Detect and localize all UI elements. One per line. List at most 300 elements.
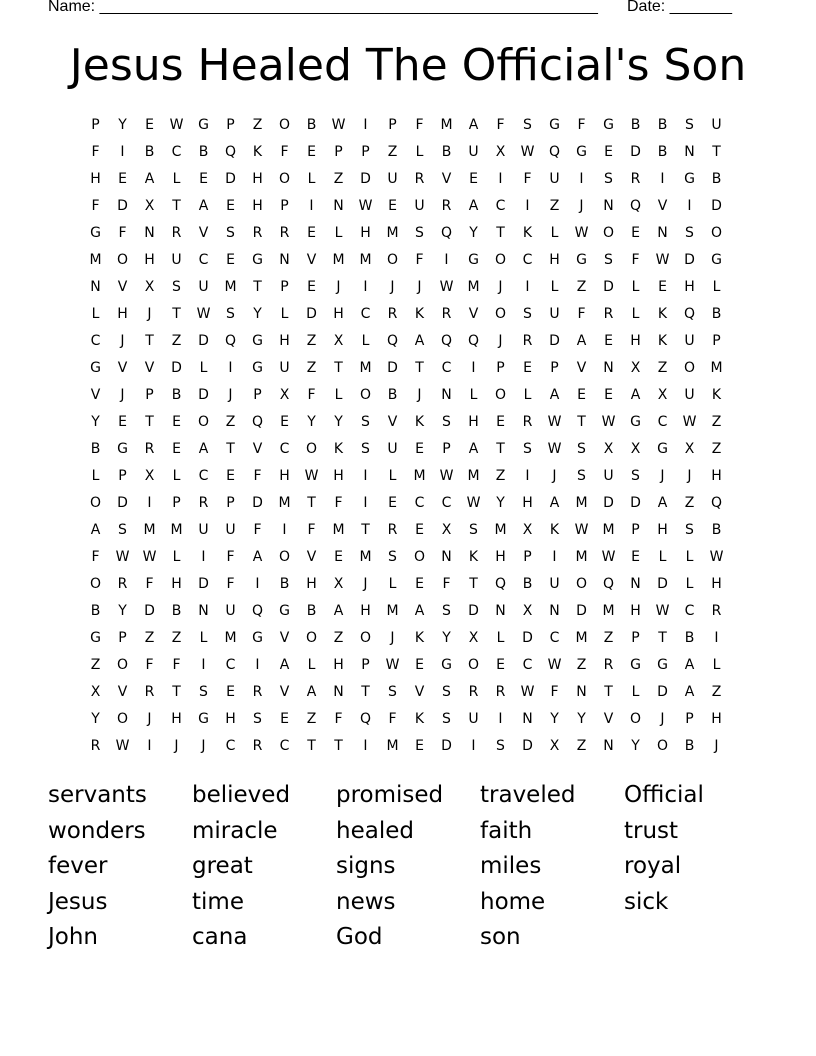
grid-letter: W [439, 279, 454, 295]
grid-letter: D [387, 360, 398, 376]
grid-letter: V [306, 252, 317, 268]
grid-letter: L [91, 306, 100, 322]
grid-letter: E [415, 441, 424, 457]
grid-letter: X [333, 576, 344, 592]
grid-letter: N [90, 279, 101, 295]
word-list-item: servants [48, 782, 147, 808]
grid-letter: S [442, 414, 451, 430]
grid-letter: N [279, 252, 290, 268]
grid-letter: U [711, 117, 722, 133]
grid-letter: H [684, 279, 695, 295]
grid-letter: R [414, 171, 425, 187]
grid-letter: M [386, 603, 399, 619]
word-list-item: healed [336, 817, 414, 844]
grid-letter: S [199, 684, 208, 700]
grid-letter: F [226, 576, 235, 592]
grid-letter: Z [306, 333, 317, 349]
grid-letter: O [602, 225, 615, 241]
grid-letter: U [468, 144, 479, 160]
grid-letter: A [468, 441, 479, 457]
grid-letter: L [172, 549, 181, 565]
grid-letter: R [441, 306, 452, 322]
grid-letter: M [359, 252, 372, 268]
grid-letter: W [520, 144, 535, 160]
grid-letter: V [252, 441, 263, 457]
grid-letter: J [660, 711, 665, 727]
grid-letter: Z [549, 198, 560, 214]
grid-letter: R [387, 306, 398, 322]
word-list-item: promised [336, 782, 444, 808]
grid-letter: K [414, 306, 425, 322]
grid-letter: I [201, 549, 206, 565]
grid-letter: I [444, 252, 449, 268]
grid-letter: J [120, 387, 125, 403]
page-title: Jesus Healed The Official's Son [69, 40, 747, 91]
grid-letter: S [442, 603, 451, 619]
grid-letter: V [603, 711, 614, 727]
grid-letter: A [468, 198, 479, 214]
grid-letter: P [172, 495, 181, 511]
grid-letter: L [334, 387, 343, 403]
grid-letter: B [711, 522, 722, 538]
grid-letter: W [142, 549, 157, 565]
grid-letter: E [415, 576, 424, 592]
grid-letter: N [333, 198, 344, 214]
grid-letter: S [685, 117, 694, 133]
grid-letter: P [523, 549, 532, 565]
grid-letter: P [145, 387, 154, 403]
grid-letter: A [468, 117, 479, 133]
grid-letter: C [279, 738, 290, 754]
grid-letter: B [144, 144, 155, 160]
grid-letter: E [658, 279, 667, 295]
grid-letter: I [363, 117, 368, 133]
grid-letter: M [467, 279, 480, 295]
grid-letter: I [552, 549, 557, 565]
grid-letter: M [710, 360, 723, 376]
grid-letter: I [147, 495, 152, 511]
grid-letter: U [387, 441, 398, 457]
grid-letter: Z [576, 657, 587, 673]
grid-letter: X [522, 603, 533, 619]
grid-letter: T [658, 630, 667, 646]
grid-letter: G [603, 117, 614, 133]
grid-letter: O [278, 549, 291, 565]
grid-letter: J [336, 279, 341, 295]
grid-letter: Z [684, 495, 695, 511]
grid-letter: A [549, 387, 560, 403]
word-list-item: miles [480, 853, 542, 879]
grid-letter: Q [629, 198, 642, 214]
grid-letter: O [278, 117, 291, 133]
grid-letter: W [547, 414, 562, 430]
grid-letter: R [144, 684, 155, 700]
grid-letter: M [224, 279, 237, 295]
grid-letter: Q [548, 144, 561, 160]
grid-letter: H [360, 603, 371, 619]
grid-letter: N [198, 603, 209, 619]
grid-letter: I [498, 711, 503, 727]
grid-letter: E [577, 387, 586, 403]
grid-letter: O [116, 711, 129, 727]
grid-letter: D [225, 171, 236, 187]
grid-letter: F [253, 522, 262, 538]
grid-letter: E [604, 387, 613, 403]
grid-letter: F [550, 684, 559, 700]
grid-letter: Z [576, 279, 587, 295]
grid-letter: U [549, 171, 560, 187]
grid-letter: Y [118, 603, 127, 619]
grid-letter: D [198, 333, 209, 349]
grid-letter: I [363, 738, 368, 754]
grid-letter: E [631, 549, 640, 565]
grid-letter: W [439, 468, 454, 484]
grid-letter: M [575, 549, 588, 565]
grid-letter: G [279, 603, 290, 619]
grid-letter: W [655, 603, 670, 619]
grid-letter: R [171, 225, 182, 241]
grid-letter: Y [442, 630, 451, 646]
grid-letter: J [417, 279, 422, 295]
grid-letter: U [684, 333, 695, 349]
word-list-item: time [192, 888, 244, 915]
grid-letter: O [413, 549, 426, 565]
grid-letter: G [576, 144, 587, 160]
grid-letter: D [630, 495, 641, 511]
grid-letter: W [709, 549, 724, 565]
grid-letter: E [199, 171, 208, 187]
grid-letter: A [90, 522, 101, 538]
word-list-item: believed [192, 782, 291, 808]
grid-letter: M [467, 468, 480, 484]
grid-letter: J [552, 468, 557, 484]
grid-letter: G [549, 117, 560, 133]
grid-letter: B [171, 603, 182, 619]
grid-letter: Q [224, 144, 237, 160]
grid-letter: T [496, 441, 505, 457]
grid-letter: O [89, 495, 102, 511]
grid-letter: B [657, 144, 668, 160]
grid-letter: L [91, 468, 100, 484]
word-list-item: Jesus [48, 888, 108, 915]
word-list-item: fever [48, 853, 108, 879]
grid-letter: L [361, 333, 370, 349]
grid-letter: I [471, 360, 476, 376]
grid-letter: V [117, 279, 128, 295]
grid-letter: A [414, 603, 425, 619]
word-list-item: God [336, 924, 383, 950]
grid-letter: S [631, 468, 640, 484]
grid-letter: Q [251, 414, 264, 430]
grid-letter: Y [334, 414, 343, 430]
grid-letter: I [282, 522, 287, 538]
grid-letter: B [90, 603, 101, 619]
grid-letter: Q [359, 711, 372, 727]
grid-letter: I [525, 198, 530, 214]
grid-letter: V [441, 171, 452, 187]
grid-letter: L [307, 171, 316, 187]
grid-letter: P [496, 360, 505, 376]
grid-letter: T [334, 360, 343, 376]
grid-letter: F [523, 171, 532, 187]
grid-letter: V [279, 630, 290, 646]
grid-letter: V [90, 387, 101, 403]
grid-letter: T [415, 360, 424, 376]
grid-letter: W [601, 549, 616, 565]
grid-letter: L [550, 225, 559, 241]
grid-letter: D [657, 576, 668, 592]
grid-letter: I [363, 468, 368, 484]
grid-letter: O [359, 630, 372, 646]
grid-letter: E [334, 549, 343, 565]
grid-letter: C [522, 252, 533, 268]
grid-letter: J [687, 468, 692, 484]
grid-letter: L [631, 306, 640, 322]
grid-letter: F [91, 144, 100, 160]
grid-letter: L [658, 549, 667, 565]
grid-letter: R [495, 684, 506, 700]
grid-letter: D [522, 630, 533, 646]
grid-letter: P [334, 144, 343, 160]
grid-letter: N [522, 711, 533, 727]
grid-letter: E [307, 225, 316, 241]
grid-letter: O [116, 252, 129, 268]
grid-letter: F [415, 117, 424, 133]
grid-letter: B [306, 603, 317, 619]
grid-letter: J [120, 333, 125, 349]
grid-letter: H [252, 198, 263, 214]
grid-letter: Q [440, 333, 453, 349]
grid-letter: A [657, 495, 668, 511]
grid-letter: C [198, 252, 209, 268]
grid-letter: X [90, 684, 101, 700]
grid-letter: O [467, 657, 480, 673]
grid-letter: N [441, 549, 452, 565]
grid-letter: T [334, 738, 343, 754]
grid-letter: J [390, 630, 395, 646]
grid-letter: O [575, 576, 588, 592]
grid-letter: A [144, 171, 155, 187]
grid-letter: L [415, 144, 424, 160]
grid-letter: T [469, 576, 478, 592]
grid-letter: X [333, 333, 344, 349]
grid-letter: B [684, 630, 695, 646]
grid-letter: C [522, 657, 533, 673]
grid-letter: X [684, 441, 695, 457]
grid-letter: R [198, 495, 209, 511]
grid-letter: W [601, 414, 616, 430]
word-list-item: wonders [48, 817, 146, 844]
grid-letter: B [441, 144, 452, 160]
grid-letter: M [602, 522, 615, 538]
grid-letter: A [198, 441, 209, 457]
word-list-item: trust [624, 817, 679, 844]
grid-letter: G [630, 657, 641, 673]
grid-letter: E [388, 495, 397, 511]
grid-letter: E [631, 225, 640, 241]
word-list-item: great [192, 853, 253, 879]
grid-letter: F [307, 522, 316, 538]
grid-letter: P [280, 198, 289, 214]
grid-letter: O [656, 738, 669, 754]
grid-letter: B [711, 306, 722, 322]
grid-letter: E [280, 414, 289, 430]
grid-letter: Q [467, 333, 480, 349]
grid-letter: D [252, 495, 263, 511]
grid-letter: F [91, 549, 100, 565]
grid-letter: H [171, 711, 182, 727]
grid-letter: O [89, 576, 102, 592]
grid-letter: W [547, 657, 562, 673]
grid-letter: Y [550, 711, 559, 727]
grid-letter: P [712, 333, 721, 349]
grid-letter: J [660, 468, 665, 484]
grid-letter: X [279, 387, 290, 403]
grid-letter: L [172, 468, 181, 484]
grid-letter: U [684, 387, 695, 403]
grid-letter: V [414, 684, 425, 700]
grid-letter: I [120, 144, 125, 160]
grid-letter: H [279, 333, 290, 349]
grid-letter: G [117, 441, 128, 457]
grid-letter: O [116, 657, 129, 673]
grid-letter: Z [603, 630, 614, 646]
grid-letter: O [359, 387, 372, 403]
grid-letter: B [306, 117, 317, 133]
grid-letter: Z [144, 630, 155, 646]
grid-letter: I [147, 738, 152, 754]
grid-letter: D [603, 279, 614, 295]
grid-letter: I [498, 171, 503, 187]
grid-letter: B [522, 576, 533, 592]
grid-letter: P [226, 495, 235, 511]
grid-letter: T [307, 495, 316, 511]
grid-letter: E [172, 414, 181, 430]
grid-letter: S [577, 468, 586, 484]
grid-letter: W [655, 252, 670, 268]
word-list-item: Official [624, 782, 704, 808]
grid-letter: M [386, 225, 399, 241]
grid-letter: D [468, 603, 479, 619]
grid-letter: R [522, 414, 533, 430]
grid-letter: I [201, 657, 206, 673]
grid-letter: A [684, 657, 695, 673]
grid-letter: C [414, 495, 425, 511]
grid-letter: L [388, 576, 397, 592]
grid-letter: S [442, 711, 451, 727]
grid-letter: Y [577, 711, 586, 727]
grid-letter: W [682, 414, 697, 430]
grid-letter: R [711, 603, 722, 619]
grid-letter: B [630, 117, 641, 133]
grid-letter: D [441, 738, 452, 754]
grid-letter: W [331, 117, 346, 133]
grid-letter: L [712, 279, 721, 295]
grid-letter: H [657, 522, 668, 538]
grid-letter: W [169, 117, 184, 133]
grid-letter: H [711, 711, 722, 727]
grid-letter: K [414, 630, 425, 646]
worksheet-header [48, 0, 768, 20]
grid-letter: B [171, 387, 182, 403]
grid-letter: T [577, 414, 586, 430]
grid-letter: S [226, 225, 235, 241]
grid-letter: B [684, 738, 695, 754]
grid-letter: T [145, 414, 154, 430]
grid-letter: E [496, 414, 505, 430]
grid-letter: X [630, 360, 641, 376]
grid-letter: F [631, 252, 640, 268]
grid-letter: J [147, 306, 152, 322]
grid-letter: X [144, 198, 155, 214]
grid-letter: O [305, 630, 318, 646]
grid-letter: G [90, 360, 101, 376]
grid-letter: Y [469, 225, 478, 241]
grid-letter: S [226, 306, 235, 322]
grid-letter: X [441, 522, 452, 538]
grid-letter: E [307, 279, 316, 295]
grid-letter: A [549, 495, 560, 511]
grid-letter: J [363, 576, 368, 592]
grid-letter: C [225, 738, 236, 754]
grid-letter: Q [224, 333, 237, 349]
grid-letter: Z [90, 657, 101, 673]
grid-letter: U [225, 522, 236, 538]
grid-letter: G [90, 225, 101, 241]
grid-letter: Y [496, 495, 505, 511]
grid-letter: D [360, 171, 371, 187]
grid-letter: D [711, 198, 722, 214]
grid-letter: A [279, 657, 290, 673]
grid-letter: P [361, 144, 370, 160]
grid-letter: A [333, 603, 344, 619]
grid-letter: K [252, 144, 263, 160]
grid-letter: I [363, 495, 368, 511]
grid-letter: R [387, 522, 398, 538]
grid-letter: O [710, 225, 723, 241]
grid-letter: W [115, 549, 130, 565]
grid-letter: J [579, 198, 584, 214]
grid-letter: K [657, 333, 668, 349]
grid-letter: L [469, 387, 478, 403]
grid-letter: H [252, 171, 263, 187]
grid-letter: P [226, 117, 235, 133]
grid-letter: Z [711, 414, 722, 430]
grid-letter: G [252, 630, 263, 646]
grid-letter: T [361, 684, 370, 700]
grid-letter: T [496, 225, 505, 241]
grid-letter: R [603, 306, 614, 322]
grid-letter: E [118, 414, 127, 430]
grid-letter: E [604, 333, 613, 349]
grid-letter: L [334, 225, 343, 241]
grid-letter: K [468, 549, 479, 565]
grid-letter: G [90, 630, 101, 646]
grid-letter: K [414, 414, 425, 430]
grid-letter: A [630, 387, 641, 403]
grid-letter: B [279, 576, 290, 592]
grid-letter: E [226, 252, 235, 268]
grid-letter: J [201, 738, 206, 754]
grid-letter: B [657, 117, 668, 133]
grid-letter: H [333, 306, 344, 322]
grid-letter: S [253, 711, 262, 727]
grid-letter: E [226, 468, 235, 484]
grid-letter: U [603, 468, 614, 484]
grid-letter: H [306, 576, 317, 592]
grid-letter: H [90, 171, 101, 187]
grid-letter: W [358, 198, 373, 214]
